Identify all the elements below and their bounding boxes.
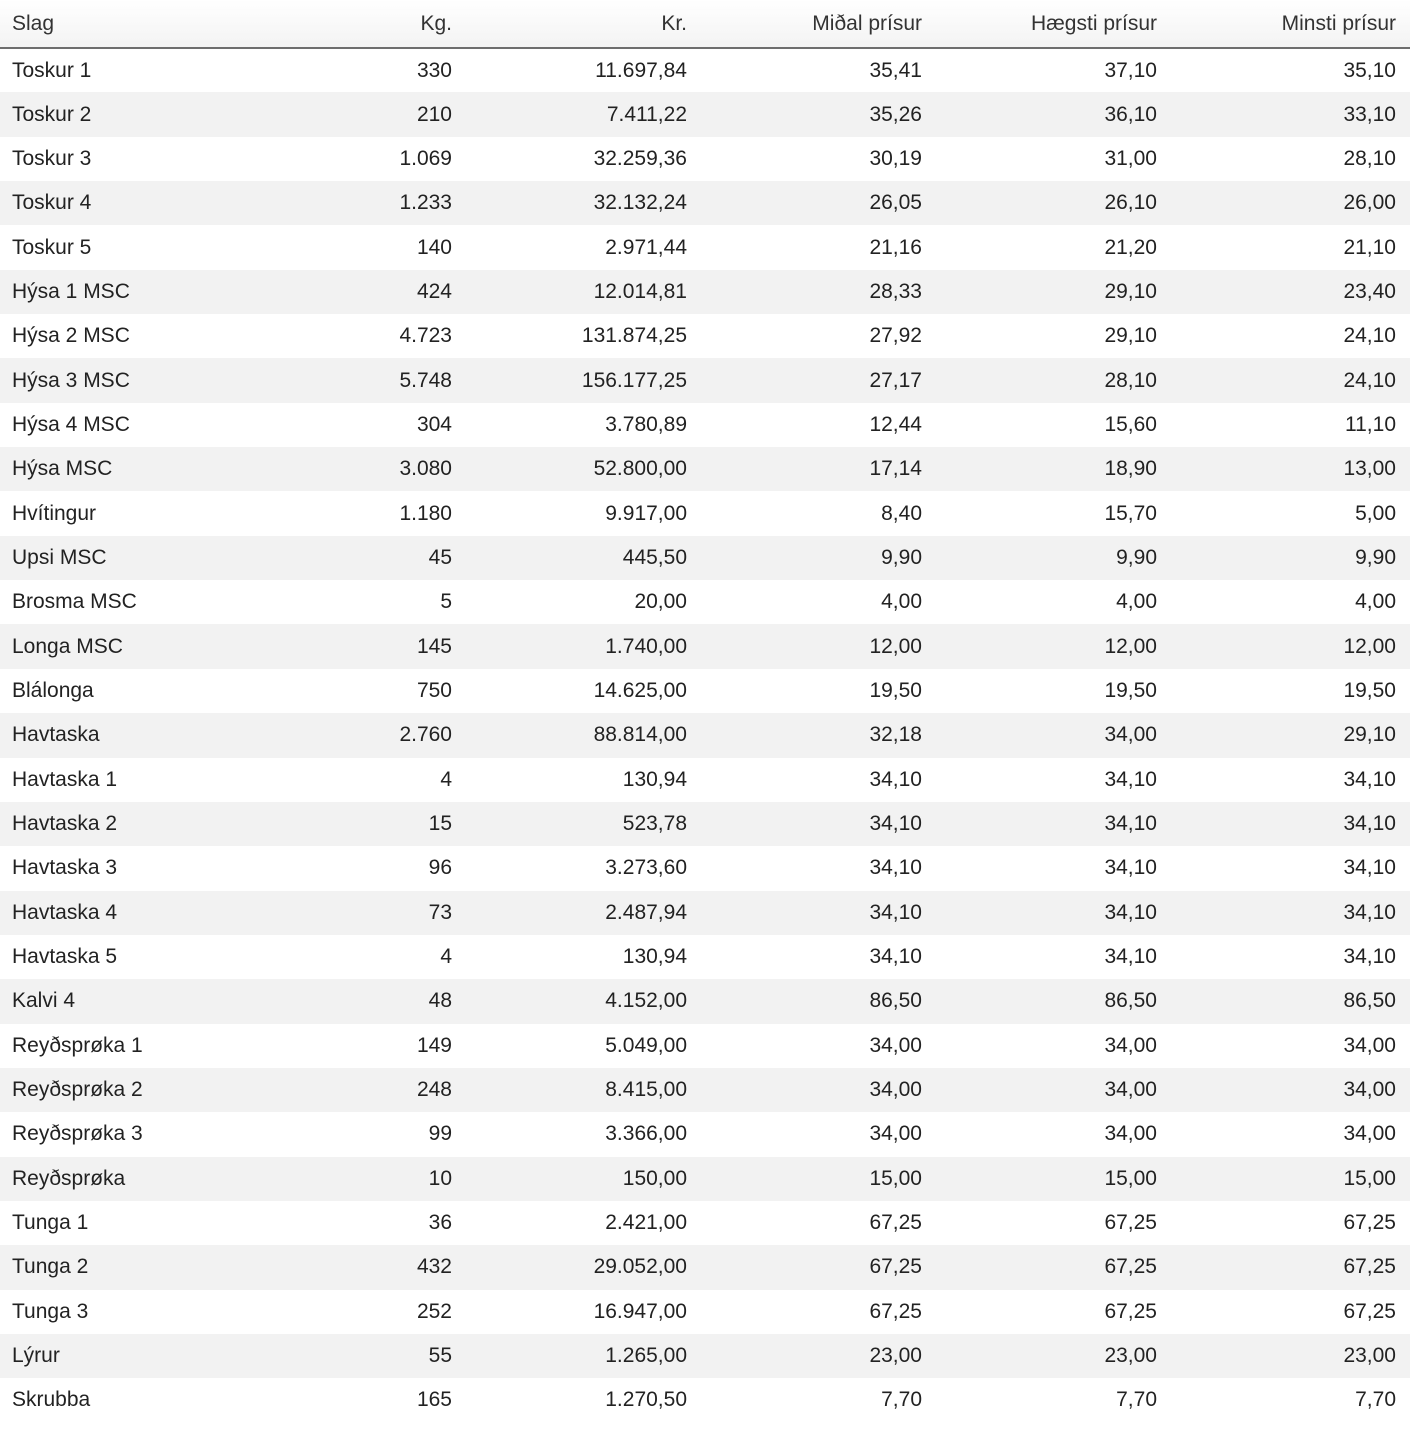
cell-average-price: 28,33 — [869, 279, 922, 303]
cell-highest-price: 18,90 — [1104, 457, 1157, 481]
cell-highest-price: 34,10 — [1104, 856, 1157, 880]
cell-highest-price: 34,00 — [1104, 723, 1157, 747]
cell-slag: Reyðsprøka 2 — [12, 1078, 143, 1102]
cell-lowest-price: 24,10 — [1343, 368, 1396, 392]
table-header — [0, 0, 1410, 48]
table-row — [0, 1245, 1410, 1289]
cell-slag: Toskur 2 — [12, 102, 92, 126]
cell-average-price: 34,10 — [869, 945, 922, 969]
table-body — [0, 48, 1410, 1423]
cell-slag: Reyðsprøka — [12, 1166, 126, 1190]
table-row — [0, 624, 1410, 668]
cell-kg: 96 — [428, 856, 452, 880]
cell-slag: Havtaska 5 — [12, 945, 118, 969]
cell-average-price: 23,00 — [869, 1344, 922, 1368]
cell-highest-price: 34,00 — [1104, 1122, 1157, 1146]
cell-slag: Hvítingur — [12, 501, 97, 525]
cell-kr: 9.917,00 — [605, 501, 687, 525]
cell-slag: Tunga 1 — [12, 1211, 89, 1235]
table-row — [0, 1378, 1410, 1422]
cell-highest-price: 19,50 — [1104, 678, 1157, 702]
cell-highest-price: 28,10 — [1104, 368, 1157, 392]
cell-lowest-price: 9,90 — [1355, 545, 1396, 569]
cell-average-price: 34,10 — [869, 856, 922, 880]
cell-average-price: 21,16 — [869, 235, 922, 259]
cell-average-price: 34,10 — [869, 767, 922, 791]
cell-kr: 130,94 — [622, 767, 687, 791]
cell-kr: 131.874,25 — [581, 324, 687, 348]
cell-lowest-price: 7,70 — [1355, 1388, 1396, 1412]
cell-highest-price: 31,00 — [1104, 146, 1157, 170]
table-row — [0, 713, 1410, 757]
table-row — [0, 358, 1410, 402]
cell-lowest-price: 29,10 — [1343, 723, 1396, 747]
cell-kg: 304 — [416, 412, 452, 436]
cell-average-price: 34,00 — [869, 1033, 922, 1057]
table-row — [0, 225, 1410, 269]
cell-lowest-price: 23,00 — [1343, 1344, 1396, 1368]
cell-lowest-price: 67,25 — [1343, 1211, 1396, 1235]
cell-kg: 15 — [428, 812, 452, 836]
table-row — [0, 536, 1410, 580]
cell-lowest-price: 13,00 — [1343, 457, 1396, 481]
cell-kr: 3.366,00 — [605, 1122, 687, 1146]
cell-highest-price: 9,90 — [1116, 545, 1157, 569]
table-row — [0, 48, 1410, 92]
cell-kr: 4.152,00 — [605, 989, 687, 1013]
cell-kr: 1.740,00 — [605, 634, 687, 658]
cell-slag: Brosma MSC — [12, 590, 137, 614]
cell-average-price: 30,19 — [869, 146, 922, 170]
cell-highest-price: 67,25 — [1104, 1255, 1157, 1279]
cell-highest-price: 34,00 — [1104, 1033, 1157, 1057]
cell-slag: Havtaska 3 — [12, 856, 118, 880]
cell-highest-price: 15,00 — [1104, 1166, 1157, 1190]
cell-highest-price: 36,10 — [1104, 102, 1157, 126]
cell-kr: 2.487,94 — [605, 900, 687, 924]
table-row — [0, 758, 1410, 802]
cell-average-price: 35,41 — [869, 58, 922, 82]
cell-average-price: 12,00 — [869, 634, 922, 658]
cell-kr: 29.052,00 — [593, 1255, 687, 1279]
cell-slag: Havtaska 4 — [12, 900, 118, 924]
cell-slag: Upsi MSC — [12, 545, 107, 569]
cell-slag: Toskur 3 — [12, 146, 92, 170]
cell-highest-price: 4,00 — [1116, 590, 1157, 614]
cell-kg: 99 — [428, 1122, 452, 1146]
table-row — [0, 137, 1410, 181]
column-header-slag[interactable]: Slag — [0, 0, 230, 48]
table-row — [0, 1157, 1410, 1201]
cell-slag: Toskur 4 — [12, 191, 92, 215]
cell-kg: 140 — [416, 235, 452, 259]
cell-kg: 10 — [428, 1166, 452, 1190]
cell-kg: 432 — [416, 1255, 452, 1279]
cell-lowest-price: 24,10 — [1343, 324, 1396, 348]
cell-highest-price: 67,25 — [1104, 1299, 1157, 1323]
cell-highest-price: 37,10 — [1104, 58, 1157, 82]
cell-highest-price: 34,10 — [1104, 900, 1157, 924]
cell-kr: 32.132,24 — [593, 191, 687, 215]
cell-kr: 523,78 — [622, 812, 687, 836]
cell-lowest-price: 67,25 — [1343, 1255, 1396, 1279]
cell-lowest-price: 34,10 — [1343, 767, 1396, 791]
table-row — [0, 580, 1410, 624]
cell-kr: 12.014,81 — [593, 279, 687, 303]
table-row — [0, 846, 1410, 890]
cell-slag: Hýsa MSC — [12, 457, 113, 481]
cell-kr: 88.814,00 — [593, 723, 687, 747]
cell-slag: Longa MSC — [12, 634, 123, 658]
cell-lowest-price: 34,10 — [1343, 812, 1396, 836]
cell-kr: 130,94 — [622, 945, 687, 969]
cell-kr: 5.049,00 — [605, 1033, 687, 1057]
cell-slag: Lýrur — [12, 1344, 60, 1368]
cell-kg: 1.180 — [399, 501, 452, 525]
cell-slag: Hýsa 1 MSC — [12, 279, 130, 303]
cell-kr: 16.947,00 — [593, 1299, 687, 1323]
table-row — [0, 270, 1410, 314]
cell-slag: Hýsa 3 MSC — [12, 368, 130, 392]
cell-slag: Havtaska 1 — [12, 767, 118, 791]
cell-average-price: 4,00 — [881, 590, 922, 614]
cell-kg: 330 — [416, 58, 452, 82]
cell-slag: Reyðsprøka 3 — [12, 1122, 143, 1146]
cell-highest-price: 34,10 — [1104, 767, 1157, 791]
cell-lowest-price: 21,10 — [1343, 235, 1396, 259]
cell-average-price: 19,50 — [869, 678, 922, 702]
column-header-average-price[interactable]: Miðal prísur — [701, 0, 936, 48]
cell-lowest-price: 67,25 — [1343, 1299, 1396, 1323]
cell-lowest-price: 34,00 — [1343, 1078, 1396, 1102]
cell-slag: Hýsa 4 MSC — [12, 412, 130, 436]
cell-average-price: 34,00 — [869, 1122, 922, 1146]
cell-average-price: 34,10 — [869, 812, 922, 836]
cell-highest-price: 12,00 — [1104, 634, 1157, 658]
cell-kg: 5 — [440, 590, 452, 614]
cell-lowest-price: 35,10 — [1343, 58, 1396, 82]
cell-average-price: 7,70 — [881, 1388, 922, 1412]
cell-kg: 73 — [428, 900, 452, 924]
table-row — [0, 1112, 1410, 1156]
cell-average-price: 35,26 — [869, 102, 922, 126]
table-row — [0, 314, 1410, 358]
cell-kg: 2.760 — [399, 723, 452, 747]
cell-kg: 248 — [416, 1078, 452, 1102]
cell-highest-price: 34,10 — [1104, 812, 1157, 836]
cell-slag: Tunga 3 — [12, 1299, 89, 1323]
cell-average-price: 67,25 — [869, 1299, 922, 1323]
table-row — [0, 891, 1410, 935]
table-row — [0, 403, 1410, 447]
column-header-kr[interactable]: Kr. — [466, 0, 701, 48]
cell-slag: Kalvi 4 — [12, 989, 76, 1013]
cell-lowest-price: 34,10 — [1343, 900, 1396, 924]
table-row — [0, 1201, 1410, 1245]
cell-kg: 165 — [416, 1388, 452, 1412]
cell-kg: 48 — [428, 989, 452, 1013]
cell-average-price: 26,05 — [869, 191, 922, 215]
cell-lowest-price: 15,00 — [1343, 1166, 1396, 1190]
cell-highest-price: 34,10 — [1104, 945, 1157, 969]
cell-average-price: 12,44 — [869, 412, 922, 436]
cell-highest-price: 34,00 — [1104, 1078, 1157, 1102]
cell-slag: Reyðsprøka 1 — [12, 1033, 143, 1057]
cell-lowest-price: 34,10 — [1343, 945, 1396, 969]
cell-average-price: 67,25 — [869, 1255, 922, 1279]
cell-kg: 1.233 — [399, 191, 452, 215]
cell-kg: 1.069 — [399, 146, 452, 170]
table-row — [0, 935, 1410, 979]
cell-kr: 7.411,22 — [606, 102, 687, 126]
table-row — [0, 979, 1410, 1023]
cell-kr: 3.780,89 — [605, 412, 687, 436]
cell-kr: 8.415,00 — [605, 1078, 687, 1102]
cell-kg: 3.080 — [399, 457, 452, 481]
cell-kg: 45 — [428, 545, 452, 569]
cell-kg: 55 — [428, 1344, 452, 1368]
cell-highest-price: 29,10 — [1104, 279, 1157, 303]
cell-slag: Havtaska 2 — [12, 812, 118, 836]
cell-kg: 210 — [416, 102, 452, 126]
cell-lowest-price: 34,10 — [1343, 856, 1396, 880]
cell-lowest-price: 26,00 — [1343, 191, 1396, 215]
cell-slag: Skrubba — [12, 1388, 91, 1412]
cell-kr: 20,00 — [634, 590, 687, 614]
cell-lowest-price: 4,00 — [1355, 590, 1396, 614]
cell-average-price: 86,50 — [869, 989, 922, 1013]
header-row — [0, 0, 1410, 48]
column-header-highest-price[interactable]: Hægsti prísur — [936, 0, 1171, 48]
cell-kg: 4 — [440, 945, 452, 969]
table-row — [0, 1290, 1410, 1334]
cell-kr: 14.625,00 — [593, 678, 687, 702]
table-row — [0, 447, 1410, 491]
cell-kg: 4.723 — [399, 324, 452, 348]
cell-kg: 4 — [440, 767, 452, 791]
cell-slag: Havtaska — [12, 723, 100, 747]
cell-highest-price: 29,10 — [1104, 324, 1157, 348]
cell-slag: Tunga 2 — [12, 1255, 89, 1279]
cell-kr: 445,50 — [622, 545, 687, 569]
cell-kr: 1.270,50 — [605, 1388, 687, 1412]
cell-average-price: 15,00 — [869, 1166, 922, 1190]
cell-lowest-price: 34,00 — [1343, 1122, 1396, 1146]
cell-kg: 36 — [428, 1211, 452, 1235]
cell-kg: 424 — [416, 279, 452, 303]
cell-slag: Toskur 1 — [12, 58, 92, 82]
cell-highest-price: 15,70 — [1104, 501, 1157, 525]
cell-kr: 52.800,00 — [593, 457, 687, 481]
cell-average-price: 67,25 — [869, 1211, 922, 1235]
table-row — [0, 802, 1410, 846]
column-header-lowest-price[interactable]: Minsti prísur — [1171, 0, 1410, 48]
table-row — [0, 1334, 1410, 1378]
cell-kr: 32.259,36 — [593, 146, 687, 170]
cell-lowest-price: 19,50 — [1343, 678, 1396, 702]
table-row — [0, 1068, 1410, 1112]
column-header-kg[interactable]: Kg. — [230, 0, 466, 48]
cell-highest-price: 26,10 — [1104, 191, 1157, 215]
cell-kr: 156.177,25 — [581, 368, 687, 392]
cell-slag: Blálonga — [12, 678, 94, 702]
cell-average-price: 27,17 — [869, 368, 922, 392]
table-row — [0, 491, 1410, 535]
cell-slag: Hýsa 2 MSC — [12, 324, 130, 348]
cell-average-price: 27,92 — [869, 324, 922, 348]
table-row — [0, 181, 1410, 225]
table-row — [0, 92, 1410, 136]
cell-average-price: 17,14 — [869, 457, 922, 481]
cell-lowest-price: 28,10 — [1343, 146, 1396, 170]
cell-kr: 1.265,00 — [605, 1344, 687, 1368]
cell-highest-price: 21,20 — [1104, 235, 1157, 259]
cell-lowest-price: 12,00 — [1343, 634, 1396, 658]
cell-average-price: 32,18 — [869, 723, 922, 747]
cell-kg: 252 — [416, 1299, 452, 1323]
cell-lowest-price: 86,50 — [1343, 989, 1396, 1013]
cell-lowest-price: 34,00 — [1343, 1033, 1396, 1057]
table-row — [0, 1024, 1410, 1068]
cell-kr: 2.971,44 — [605, 235, 687, 259]
cell-slag: Toskur 5 — [12, 235, 92, 259]
cell-kg: 145 — [416, 634, 452, 658]
cell-lowest-price: 11,10 — [1345, 412, 1396, 436]
cell-lowest-price: 23,40 — [1343, 279, 1396, 303]
cell-lowest-price: 33,10 — [1343, 102, 1396, 126]
cell-highest-price: 15,60 — [1104, 412, 1157, 436]
cell-average-price: 34,00 — [869, 1078, 922, 1102]
cell-kg: 5.748 — [399, 368, 452, 392]
cell-highest-price: 23,00 — [1104, 1344, 1157, 1368]
cell-kg: 149 — [416, 1033, 452, 1057]
cell-kr: 3.273,60 — [605, 856, 687, 880]
cell-highest-price: 86,50 — [1104, 989, 1157, 1013]
cell-highest-price: 7,70 — [1116, 1388, 1157, 1412]
cell-kr: 11.697,84 — [595, 58, 687, 82]
cell-kg: 750 — [416, 678, 452, 702]
cell-average-price: 34,10 — [869, 900, 922, 924]
cell-average-price: 9,90 — [881, 545, 922, 569]
table-row — [0, 669, 1410, 713]
cell-highest-price: 67,25 — [1104, 1211, 1157, 1235]
cell-lowest-price: 5,00 — [1355, 501, 1396, 525]
cell-average-price: 8,40 — [881, 501, 922, 525]
cell-kr: 150,00 — [622, 1166, 687, 1190]
cell-kr: 2.421,00 — [605, 1211, 687, 1235]
